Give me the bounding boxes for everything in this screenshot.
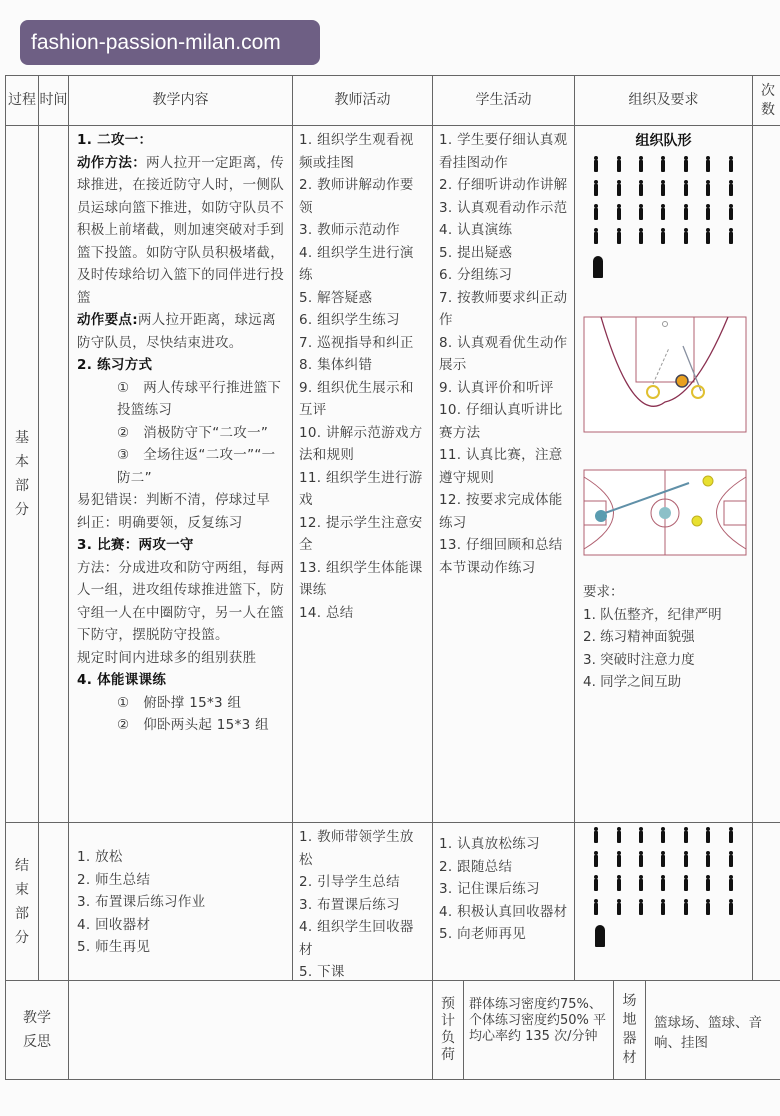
- content-text: 4. 体能课课练: [77, 672, 167, 688]
- list-item: 9. 认真评价和听评: [439, 379, 554, 396]
- count-cell-end: [752, 822, 780, 981]
- teacher-icon: [593, 256, 603, 278]
- student-icon: [705, 827, 711, 843]
- content-line: [77, 444, 286, 489]
- student-icon: [705, 156, 711, 172]
- student-icon: [638, 180, 644, 196]
- section-basic: 基本部分: [5, 125, 39, 823]
- time-cell: [38, 125, 69, 823]
- venue-label-cell: 场地器材: [613, 980, 646, 1080]
- full-court-diagram: [583, 469, 747, 559]
- list-item: 4. 认真演练: [439, 222, 513, 238]
- list-item: 8. 认真观看优生动作展示: [439, 334, 568, 373]
- student-icon: [728, 228, 734, 244]
- content-label: 动作方法：: [77, 154, 146, 171]
- end-teacher-activities: [292, 822, 433, 981]
- student-icon: [705, 851, 711, 867]
- content-text: ① 两人传球平行推进篮下投篮练习: [117, 379, 282, 418]
- list-item: 1. 队伍整齐，纪律严明: [583, 606, 722, 623]
- load-text: 群体练习密度约75%、个体练习密度约50% 平均心率约 135 次/分钟: [463, 980, 614, 1080]
- student-icon: [728, 180, 734, 196]
- student-icon: [660, 204, 666, 220]
- student-icon: [660, 827, 666, 843]
- end-formation-cell: [574, 822, 753, 981]
- student-icon: [683, 851, 689, 867]
- list-item: 3. 教师示范动作: [299, 222, 400, 238]
- list-item: 12. 提示学生注意安全: [299, 514, 423, 553]
- student-icon: [683, 228, 689, 244]
- student-icon: [728, 204, 734, 220]
- venue-text: 篮球场、篮球、音响、挂图: [645, 980, 780, 1080]
- student-icon: [616, 899, 622, 915]
- list-item: 10. 讲解示范游戏方法和规则: [299, 424, 423, 463]
- list-item: 6. 分组练习: [439, 267, 513, 283]
- student-icon: [593, 851, 599, 867]
- content-line: [77, 354, 286, 377]
- list-item: 3. 突破时注意力度: [583, 651, 695, 668]
- student-icon: [728, 851, 734, 867]
- list-item: 13. 组织学生体能课课练: [299, 559, 423, 598]
- half-court-diagram: [583, 316, 747, 434]
- header-content: 教学内容: [68, 75, 293, 126]
- header-process: 过程: [5, 75, 39, 126]
- list-item: 2. 仔细听讲动作讲解: [439, 177, 568, 193]
- student-icon: [616, 156, 622, 172]
- content-line: [77, 152, 286, 310]
- list-item: 4. 组织学生进行演练: [299, 244, 414, 283]
- list-item: 11. 认真比赛，注意遵守规则: [439, 447, 563, 486]
- list-item: 6. 组织学生练习: [299, 312, 400, 328]
- student-icon: [728, 899, 734, 915]
- content-line: [77, 489, 286, 512]
- content-text: 3. 比赛：两攻一守: [77, 537, 194, 553]
- content-line: [77, 512, 286, 535]
- student-icon: [660, 899, 666, 915]
- list-item: 1. 教师带领学生放松: [299, 829, 414, 868]
- student-icon: [660, 875, 666, 891]
- list-item: 5. 下课: [299, 964, 345, 980]
- student-icon: [705, 180, 711, 196]
- list-item: 3. 布置课后练习: [299, 896, 400, 913]
- content-text: 纠正：明确要领，反复练习: [77, 514, 243, 531]
- student-icon: [638, 156, 644, 172]
- content-text: 2. 练习方式: [77, 357, 153, 373]
- list-item: 2. 跟随总结: [439, 858, 513, 875]
- content-text: 两人拉开距离，球远离防守队员，尽快结束进攻。: [77, 312, 276, 351]
- content-line: [77, 557, 286, 647]
- header-organization: 组织及要求: [574, 75, 753, 126]
- list-item: 5. 向老师再见: [439, 926, 527, 942]
- list-item: 3. 布置课后练习作业: [77, 894, 206, 910]
- list-item: 8. 集体纠错: [299, 357, 373, 373]
- count-cell: [752, 125, 780, 823]
- list-item: 1. 认真放松练习: [439, 836, 540, 852]
- list-item: 14. 总结: [299, 604, 354, 621]
- header-teacher: 教师活动: [292, 75, 433, 126]
- student-icon: [683, 875, 689, 891]
- student-icon: [638, 851, 644, 867]
- list-item: 5. 解答疑惑: [299, 289, 373, 306]
- student-icon: [728, 827, 734, 843]
- list-item: 1. 学生要仔细认真观看挂图动作: [439, 132, 568, 171]
- list-item: 2. 教师讲解动作要领: [299, 177, 414, 216]
- content-text: 规定时间内进球多的组别获胜: [77, 649, 257, 666]
- header-student: 学生活动: [432, 75, 575, 126]
- student-icon: [705, 228, 711, 244]
- content-line: [77, 309, 286, 354]
- list-item: 13. 仔细回顾和总结本节课动作练习: [439, 537, 563, 576]
- student-icon: [660, 228, 666, 244]
- student-icon: [616, 827, 622, 843]
- list-item: 5. 师生再见: [77, 939, 151, 955]
- list-item: 12. 按要求完成体能练习: [439, 492, 563, 531]
- basic-student-activities: [432, 125, 575, 823]
- list-item: 5. 提出疑惑: [439, 244, 513, 261]
- end-content: [68, 822, 293, 981]
- reflection-label-cell: 教学反思: [5, 980, 69, 1080]
- list-item: 4. 同学之间互助: [583, 674, 682, 690]
- content-line: [77, 129, 286, 152]
- teacher-icon: [595, 925, 605, 947]
- reflection-field: [68, 980, 433, 1080]
- end-student-activities: [432, 822, 575, 981]
- load-label-cell: 预计负荷: [432, 980, 464, 1080]
- student-icon: [660, 851, 666, 867]
- list-item: 1. 放松: [77, 849, 123, 865]
- header-time: 时间: [38, 75, 69, 126]
- list-item: 1. 组织学生观看视频或挂图: [299, 132, 414, 171]
- content-text: ① 俯卧撑 15*3 组: [117, 694, 242, 711]
- student-icon: [638, 875, 644, 891]
- student-icon: [638, 228, 644, 244]
- content-text: 1. 二攻一：: [77, 132, 153, 148]
- content-text: ② 仰卧两头起 15*3 组: [117, 717, 269, 733]
- student-icon: [683, 204, 689, 220]
- content-text: ③ 全场往返“二攻一”“一防二”: [117, 447, 276, 486]
- student-icon: [660, 156, 666, 172]
- student-icon: [705, 875, 711, 891]
- content-line: [77, 692, 286, 715]
- watermark: fashion-passion-milan.com: [20, 20, 320, 65]
- content-line: [77, 422, 286, 445]
- list-item: 11. 组织学生进行游戏: [299, 469, 423, 508]
- list-item: 2. 练习精神面貌强: [583, 629, 695, 645]
- student-icon: [728, 156, 734, 172]
- student-icon: [660, 180, 666, 196]
- student-icon: [593, 156, 599, 172]
- basic-content: [68, 125, 293, 823]
- content-line: [77, 377, 286, 422]
- content-line: [77, 714, 286, 737]
- content-line: [77, 647, 286, 670]
- student-icon: [638, 899, 644, 915]
- list-item: 3. 认真观看动作示范: [439, 199, 568, 216]
- student-icon: [616, 204, 622, 220]
- content-text: 易犯错误：判断不清，停球过早: [77, 492, 271, 508]
- list-item: 7. 按教师要求纠正动作: [439, 289, 568, 328]
- student-icon: [683, 899, 689, 915]
- list-item: 10. 仔细认真听讲比赛方法: [439, 402, 563, 441]
- student-icon: [616, 851, 622, 867]
- content-text: 方法：分成进攻和防守两组，每两人一组，进攻组传球推进篮下，防守组一人在中圈防守，另一人在篮下防守，摆脱防守投篮。: [77, 559, 284, 643]
- student-icon: [616, 180, 622, 196]
- formation-title: 组织队形: [635, 133, 692, 149]
- student-formation-end: [575, 827, 752, 915]
- content-label: 动作要点:: [77, 312, 138, 328]
- student-icon: [683, 180, 689, 196]
- content-line: [77, 669, 286, 692]
- student-icon: [593, 875, 599, 891]
- content-line: [77, 534, 286, 557]
- student-icon: [593, 228, 599, 244]
- organization-cell: [574, 125, 753, 823]
- basic-teacher-activities: [292, 125, 433, 823]
- list-item: 2. 师生总结: [77, 871, 151, 888]
- student-icon: [593, 827, 599, 843]
- student-icon: [616, 875, 622, 891]
- list-item: 9. 组织优生展示和互评: [299, 379, 414, 418]
- requirements-list: [583, 604, 722, 694]
- requirements-title: 要求：: [583, 584, 624, 600]
- student-icon: [705, 204, 711, 220]
- list-item: 4. 组织学生回收器材: [299, 919, 414, 958]
- student-icon: [593, 899, 599, 915]
- content-text: 两人拉开一定距离，传球推进，在接近防守人时，一侧队员运球向篮下推进，如防守队员不积极上前堵截，则加速突破对手到篮下投篮。如防守队员积极堵截，及时传球给切入篮下的同伴进行投篮: [77, 154, 284, 306]
- student-icon: [638, 204, 644, 220]
- list-item: 2. 引导学生总结: [299, 874, 400, 890]
- section-end: 结束部分: [5, 822, 39, 981]
- list-item: 7. 巡视指导和纠正: [299, 334, 414, 351]
- time-cell-end: [38, 822, 69, 981]
- student-icon: [593, 180, 599, 196]
- student-icon: [728, 875, 734, 891]
- student-icon: [638, 827, 644, 843]
- student-icon: [593, 204, 599, 220]
- student-formation: [575, 156, 752, 244]
- student-icon: [683, 156, 689, 172]
- student-icon: [705, 899, 711, 915]
- list-item: 3. 记住课后练习: [439, 881, 540, 897]
- header-count: 次数: [752, 75, 780, 126]
- student-icon: [616, 228, 622, 244]
- list-item: 4. 积极认真回收器材: [439, 903, 568, 920]
- content-text: ② 消极防守下“二攻一”: [117, 424, 269, 441]
- list-item: 4. 回收器材: [77, 916, 151, 933]
- student-icon: [683, 827, 689, 843]
